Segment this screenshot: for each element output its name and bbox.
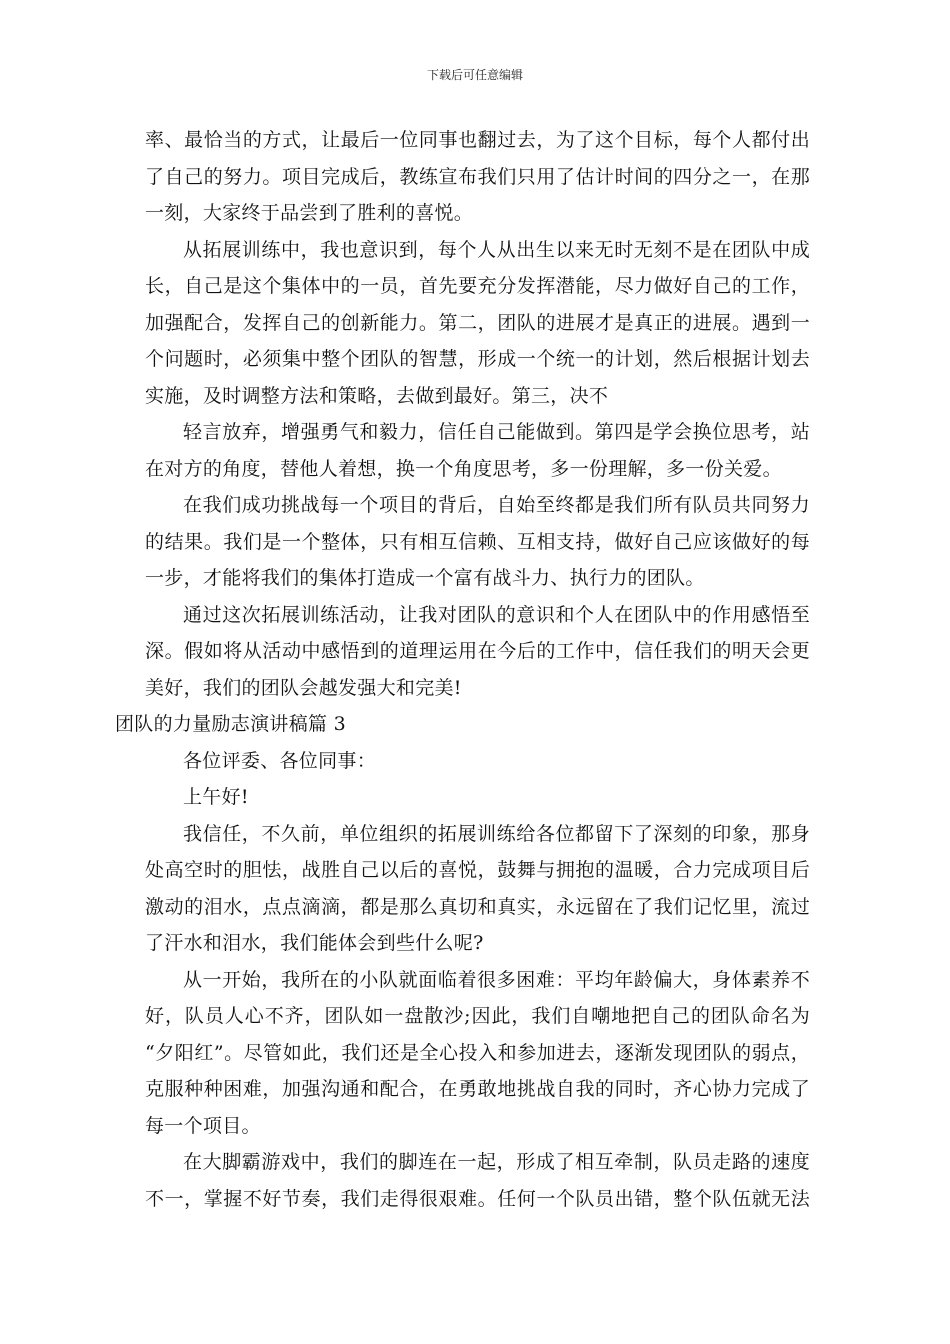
text-line: 我信任，不久前，单位组织的拓展训练给各位都留下了深刻的印象，那身 [183, 822, 810, 845]
text-line: 克服种种困难，加强沟通和配合，在勇敢地挑战自我的同时，齐心协力完成了 [145, 1078, 810, 1100]
text-line: 个问题时，必须集中整个团队的智慧，形成一个统一的计划，然后根据计划去 [145, 348, 810, 370]
text-line: 在大脚霸游戏中，我们的脚连在一起，形成了相互牵制，队员走路的速度 [183, 1151, 810, 1173]
document-body [115, 122, 810, 1217]
text-line: 在对方的角度，替他人着想，换一个角度思考，多一份理解，多一份关爱。 [145, 457, 782, 480]
text-line: 不一，掌握不好节奏，我们走得很艰难。任何一个队员出错，整个队伍就无法 [145, 1187, 810, 1210]
text-line: 长，自己是这个集体中的一员，首先要充分发挥潜能，尽力做好自己的工作， [145, 275, 810, 297]
text-line: 深。假如将从活动中感悟到的道理运用在今后的工作中，信任我们的明天会更 [145, 640, 810, 662]
text-line: “夕阳红”。尽管如此，我们还是全心投入和参加进去，逐渐发现团队的弱点， [145, 1041, 810, 1064]
text-line: 从一开始，我所在的小队就面临着很多困难：平均年龄偏大，身体素养不 [183, 968, 810, 991]
text-line: 处高空时的胆怯，战胜自己以后的喜悦，鼓舞与拥抱的温暖，合力完成项目后 [145, 859, 810, 881]
text-line: 在我们成功挑战每一个项目的背后，自始至终都是我们所有队员共同努力 [183, 494, 810, 516]
text-line: 率、最恰当的方式，让最后一位同事也翻过去，为了这个目标，每个人都付出 [145, 129, 810, 151]
text-line: 美好，我们的团队会越发强大和完美! [145, 676, 462, 699]
text-line: 了汗水和泪水，我们能体会到些什么呢? [145, 932, 484, 954]
text-line: 实施，及时调整方法和策略，去做到最好。第三，决不 [145, 384, 609, 407]
text-line: 一步，才能将我们的集体打造成一个富有战斗力、执行力的团队。 [145, 567, 705, 589]
text-line: 的结果。我们是一个整体，只有相互信赖、互相支持，做好自己应该做好的每 [145, 530, 810, 553]
text-line: 激动的泪水，点点滴滴，都是那么真切和真实，永远留在了我们记忆里，流过 [145, 895, 810, 918]
text-line: 每一个项目。 [145, 1114, 261, 1137]
text-line: 轻言放弃，增强勇气和毅力，信任自己能做到。第四是学会换位思考，站 [183, 421, 810, 443]
section-title: 团队的力量励志演讲稿篇 3 [115, 713, 347, 735]
text-line: 从拓展训练中，我也意识到，每个人从出生以来无时无刻不是在团队中成 [183, 238, 810, 261]
text-line: 各位评委、各位同事： [183, 749, 377, 772]
text-line: 一刻，大家终于品尝到了胜利的喜悦。 [145, 202, 474, 224]
text-line: 上午好! [183, 786, 249, 808]
text-line: 加强配合，发挥自己的创新能力。第二，团队的进展才是真正的进展。遇到一 [145, 311, 810, 334]
text-line: 了自己的努力。项目完成后，教练宣布我们只用了估计时间的四分之一，在那 [145, 165, 810, 188]
page-header: 下载后可任意编辑 [426, 68, 523, 82]
text-line: 通过这次拓展训练活动，让我对团队的意识和个人在团队中的作用感悟至 [183, 603, 810, 626]
text-line: 好，队员人心不齐，团队如一盘散沙;因此，我们自嘲地把自己的团队命名为 [145, 1005, 810, 1027]
